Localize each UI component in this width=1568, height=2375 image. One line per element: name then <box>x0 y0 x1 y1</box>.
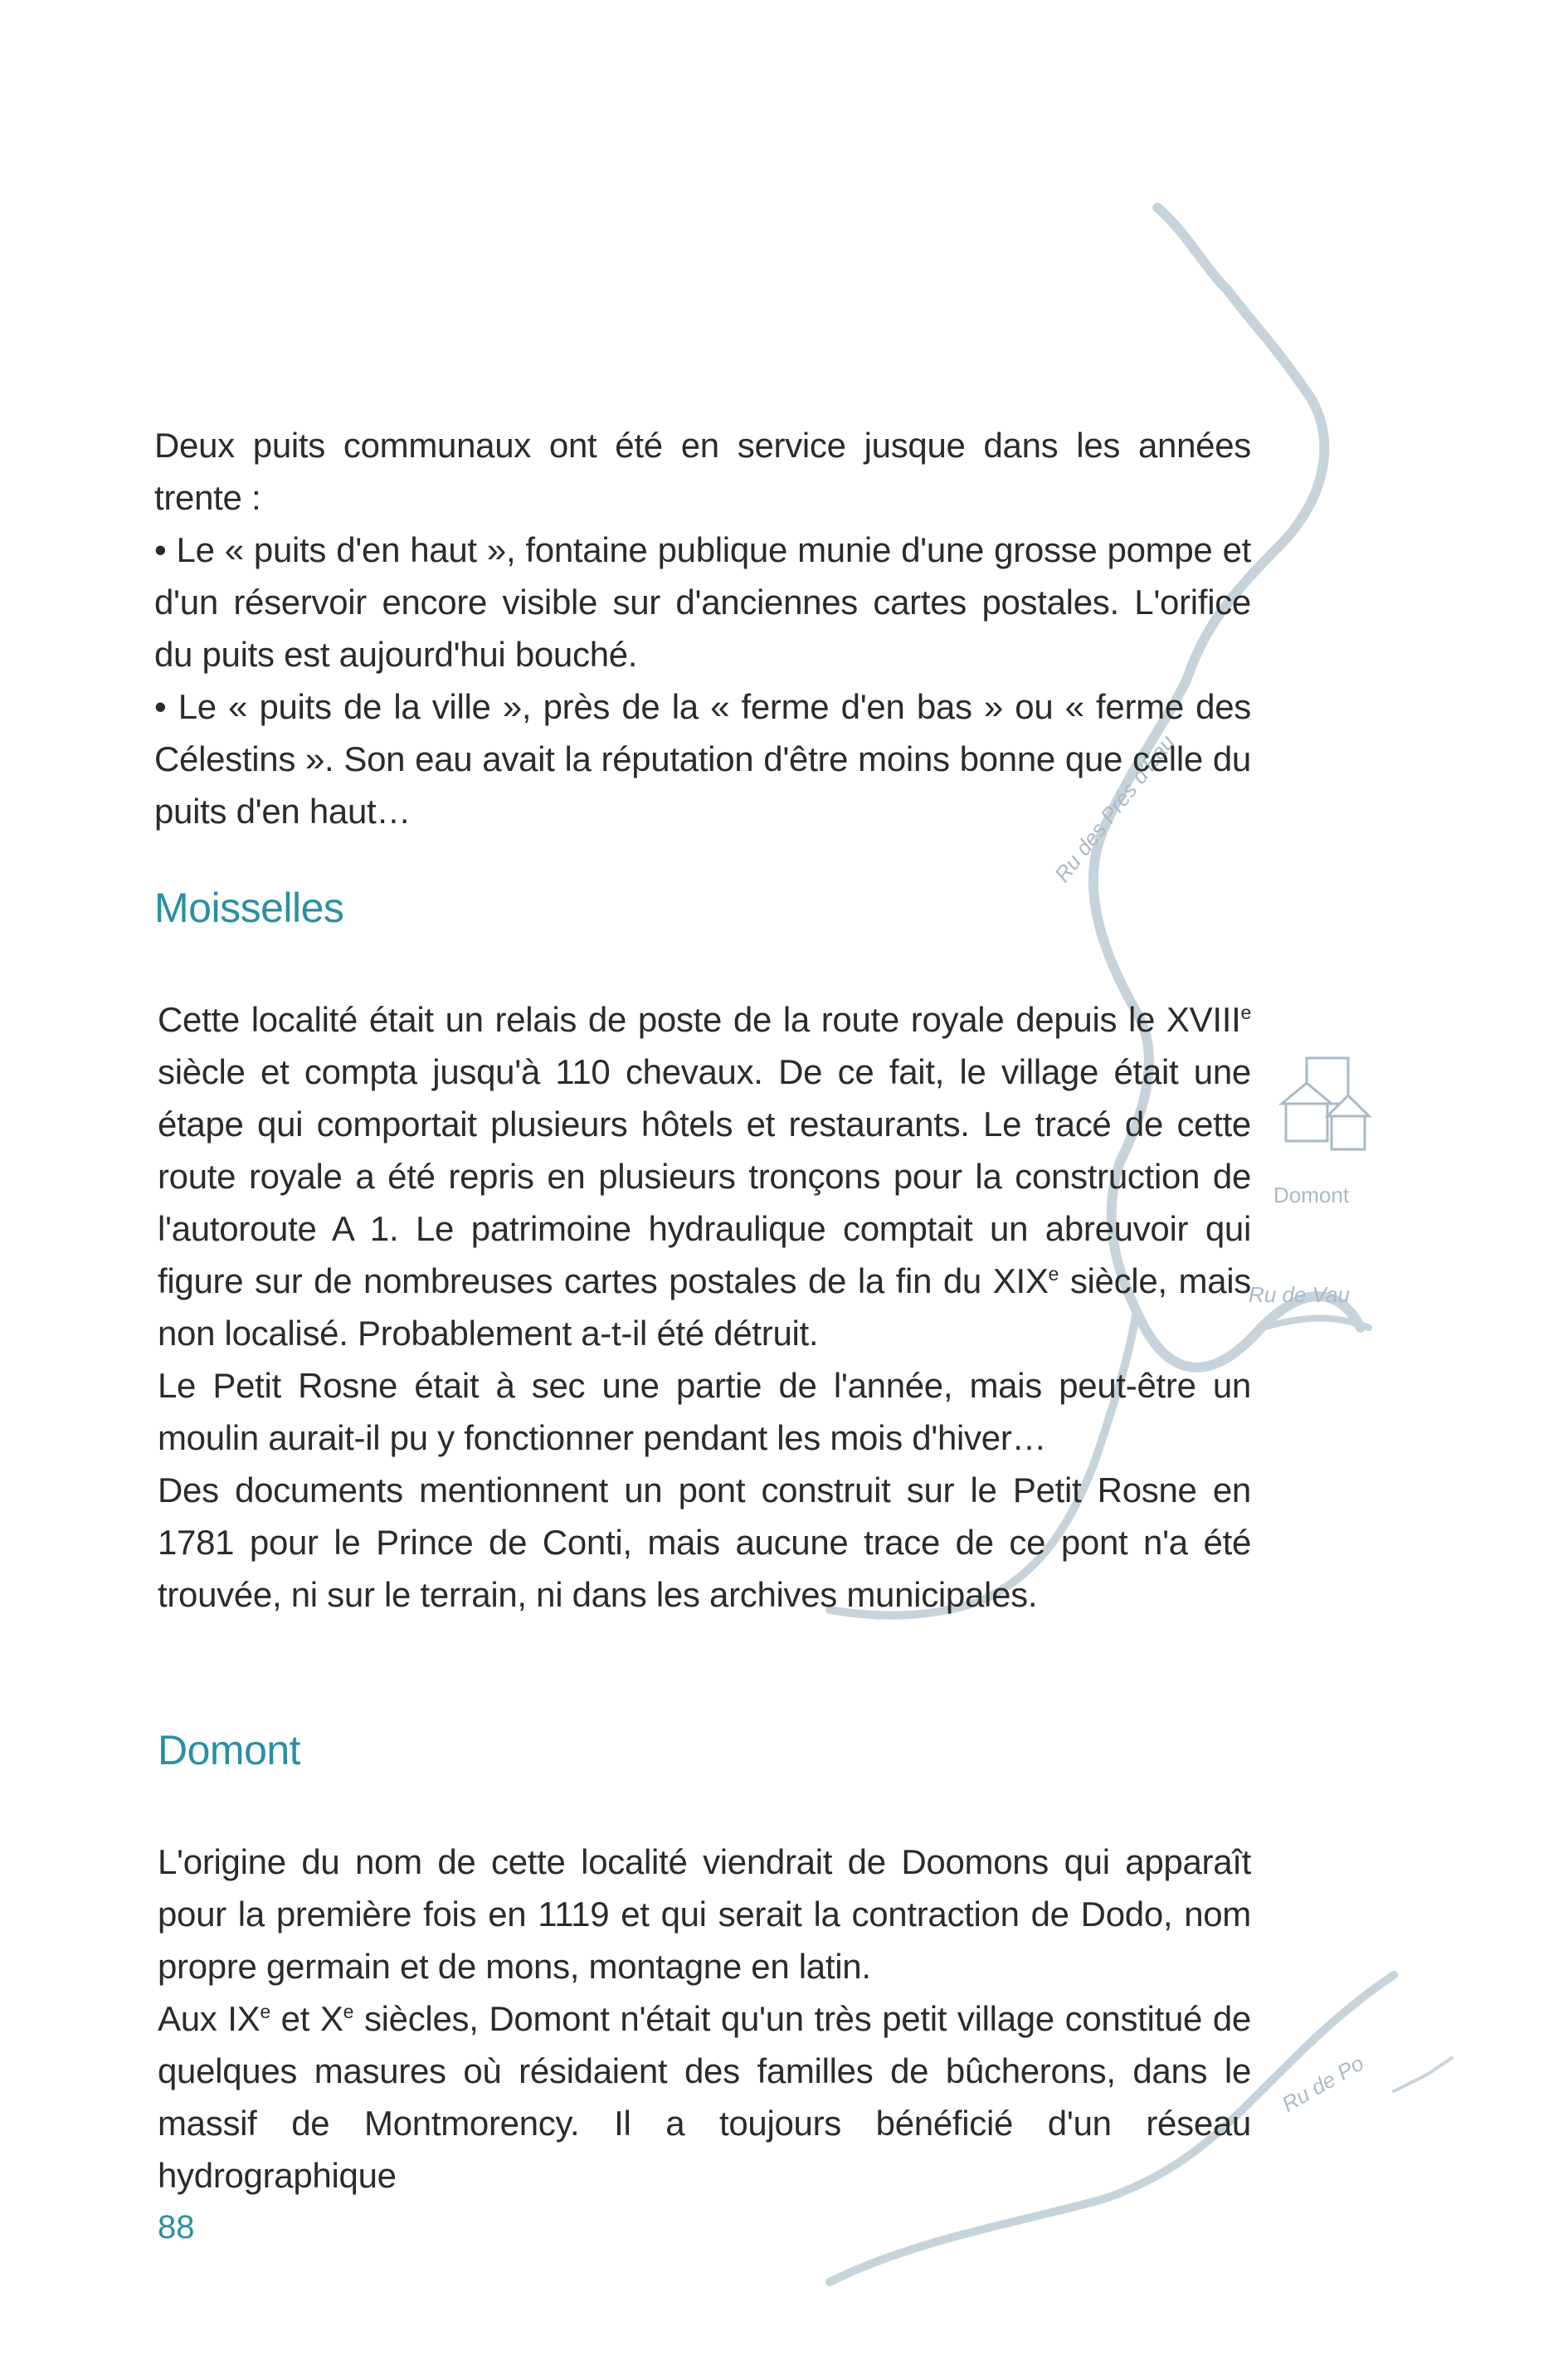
village-icon <box>1282 1058 1369 1149</box>
stream-ru-de-po <box>1394 2058 1452 2091</box>
page-number: 88 <box>158 2209 195 2246</box>
domont-text <box>158 1836 1251 2202</box>
moisselles-text <box>158 993 1251 1621</box>
moisselles-paragraph-1: Cette localité était un relais de poste de la route royale depuis le XVIIIe siècle et compta jusqu'à 110 chevaux. De ce fait, le village était une étape qui comportait plusieurs hôtels et restaurants. Le tracé de cette route royale a été repris en plusieurs tronçons pour la construction de l'autoroute A 1. Le patrimoine hydraulique comptait un abreuvoir qui figure sur de nombreuses cartes postales de la fin du XIXe siècle, mais non localisé. Probablement a-t-il été détruit. <box>158 1000 1251 1353</box>
moisselles-paragraph-2: Le Petit Rosne était à sec une partie de l'année, mais peut-être un moulin aurait-il pu y fonctionner pendant les mois d'hiver… <box>158 1366 1251 1457</box>
domont-paragraph-1: L'origine du nom de cette localité viendrait de Doomons qui apparaît pour la première fois en 1119 et qui serait la contraction de Dodo, nom propre germain et de mons, montagne en latin. <box>158 1842 1251 1986</box>
moisselles-paragraph-3: Des documents mentionnent un pont construit sur le Petit Rosne en 1781 pour le Prince de Conti, mais aucune trace de ce pont n'a été trouvée, ni sur le terrain, ni dans les archives municipales. <box>158 1470 1251 1614</box>
map-label-ru-de-vau: Ru de Vau <box>1249 1282 1350 1307</box>
map-label-ru-des-pres: Ru des Prés d'Eau <box>1049 729 1180 887</box>
map-label-ru-de-po: Ru de Po <box>1278 2050 1368 2117</box>
intro-paragraph <box>154 419 1251 837</box>
intro-line: Deux puits communaux ont été en service jusque dans les années trente : <box>154 426 1251 517</box>
intro-bullet-puits-ville: • Le « puits de la ville », près de la « ferme d'en bas » ou « ferme des Célestins ». Son eau avait la réputation d'être moins bonne que celle du puits d'en haut… <box>154 687 1251 831</box>
stream-ru-de-vau <box>1261 1318 1369 1328</box>
intro-bullet-puits-haut: • Le « puits d'en haut », fontaine publique munie d'une grosse pompe et d'un réservoir encore visible sur d'anciennes cartes postales. L'orifice du puits est aujourd'hui bouché. <box>154 530 1251 674</box>
map-label-domont: Domont <box>1273 1183 1350 1207</box>
section-title-domont: Domont <box>158 1727 301 1773</box>
section-title-moisselles: Moisselles <box>154 885 344 931</box>
domont-paragraph-2: Aux IXe et Xe siècles, Domont n'était qu'un très petit village constitué de quelques masures où résidaient des familles de bûcherons, dans le massif de Montmorency. Il a toujours bénéficié d'un réseau hydrographique <box>158 1999 1251 2195</box>
